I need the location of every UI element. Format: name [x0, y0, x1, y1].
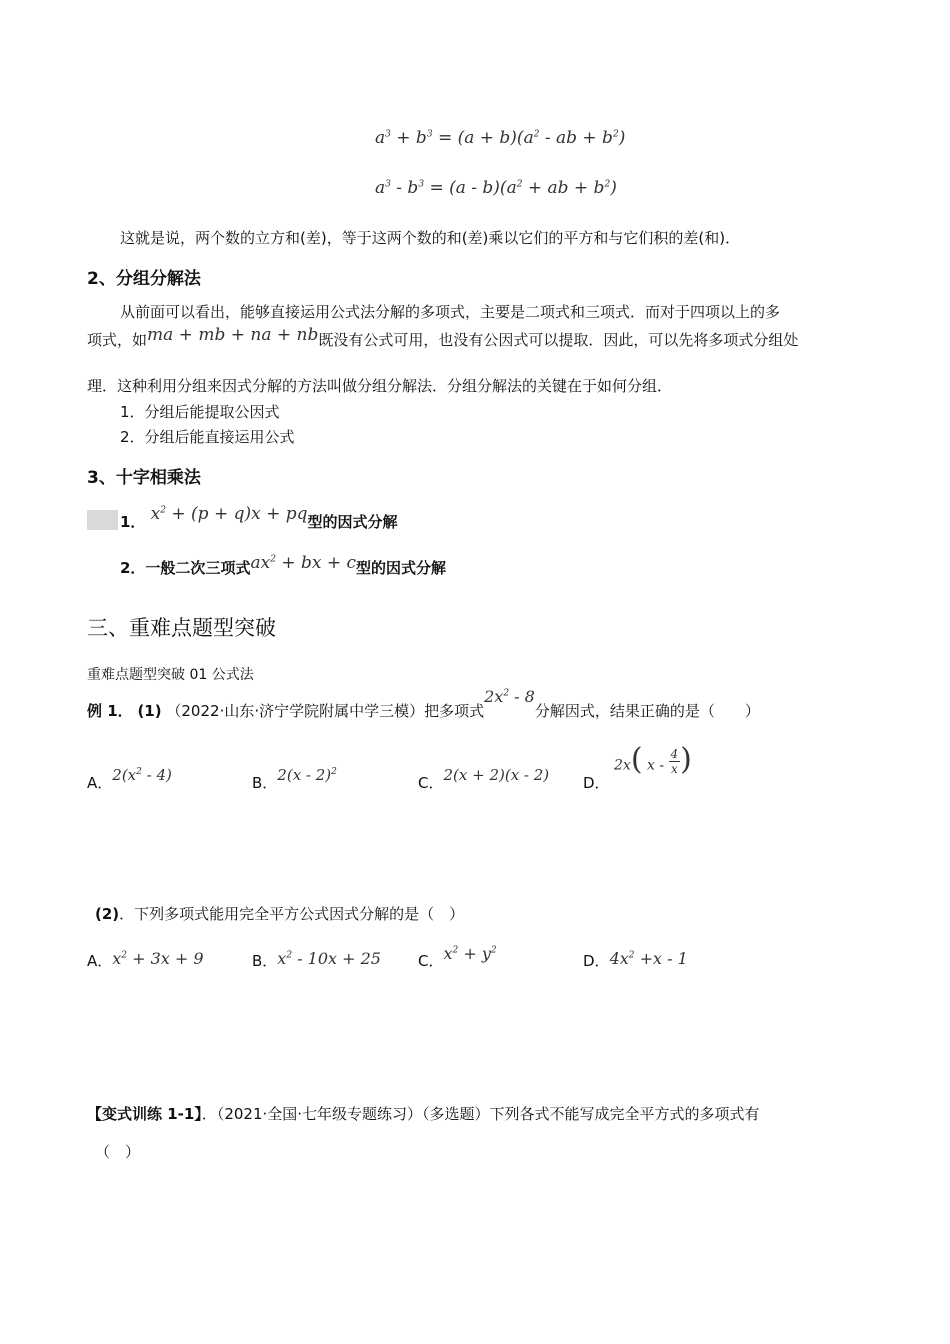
example1-part1-num: (1) — [137, 702, 162, 720]
example1-part1-text-b: 分解因式，结果正确的是（ ） — [534, 702, 760, 720]
section3-item2 — [120, 553, 447, 578]
section2-item1: 1．分组后能提取公因式 — [120, 403, 280, 421]
variant-text: ．（2021·全国·七年级专题练习）（多选题）下列各式不能写成完全平方式的多项式有 — [201, 1105, 760, 1123]
formula-cube-sum: $a^3 + b^3 = (a + b)(a^2$ - ab + $b^2$) — [375, 128, 626, 148]
example1-part1 — [87, 687, 760, 721]
example1-part2-num: (2) — [95, 905, 120, 923]
example1-part2-text: ．下列多项式能用完全平方公式因式分解的是（ ） — [119, 905, 465, 923]
option1-c-label: C． — [418, 774, 444, 792]
section2-item2: 2．分组后能直接运用公式 — [120, 428, 295, 446]
option2-d-label: D． — [583, 952, 610, 970]
option2-a-label: A． — [87, 952, 113, 970]
section2-para-line3: 理．这种利用分组来因式分解的方法叫做分组分解法．分组分解法的关键在于如何分组． — [87, 377, 673, 395]
section3-item2-text-a: 2．一般二次三项式 — [120, 559, 251, 577]
variant-line1 — [87, 1104, 760, 1124]
formula-example1: $2x^2 - 8$ — [484, 687, 535, 706]
option1-d-formula: 2x( x - $\frac{4}{x}$ ) — [614, 742, 692, 777]
section2-para-line2-b: 既没有公式可用，也没有公因式可以提取．因此，可以先将多项式分组处 — [318, 331, 799, 349]
section3-item1-text: 型的因式分解 — [307, 513, 398, 531]
formula-cube-diff: $a^3 - b^3 = (a - b)(a^2$ + ab + $b^2$) — [375, 178, 617, 198]
option1-c[interactable] — [418, 766, 550, 793]
formula-grouping-example: ma + mb + na + nb — [147, 325, 319, 345]
variant-label: 【变式训练 1-1】 — [87, 1105, 202, 1123]
option2-b[interactable] — [252, 951, 381, 971]
option1-b[interactable] — [252, 766, 337, 793]
option2-d-formula: $4x^2 +x - 1$ — [609, 949, 688, 968]
part3-heading: 三、重难点题型突破 — [87, 616, 276, 640]
option2-c[interactable] — [418, 944, 497, 971]
section3-item1-num: 1． — [120, 513, 146, 531]
section3-heading: 3、十字相乘法 — [87, 468, 201, 488]
option2-b-label: B． — [252, 952, 278, 970]
section2-heading: 2、分组分解法 — [87, 269, 201, 289]
highlight-box — [87, 510, 118, 530]
option2-b-formula: $x^2 - 10x + 25$ — [277, 949, 381, 968]
option1-d-label: D． — [583, 774, 610, 792]
formula-cross-1: $x^2 + (p + q)x$ + pq — [150, 504, 308, 524]
option2-c-formula: $x^2 + y^2$ — [443, 944, 497, 963]
example1-part1-text-a: （2022·山东·济宁学院附属中学三模）把多项式 — [166, 702, 485, 720]
option1-b-formula: 2(x - 2)$^2$ — [277, 766, 337, 784]
formula-cross-2: $ax^2$ + bx + c — [250, 553, 357, 573]
option2-a-formula: $x^2 + 3x + 9$ — [112, 949, 204, 968]
option1-b-label: B． — [252, 774, 278, 792]
part3-subheading: 重难点题型突破 01 公式法 — [87, 667, 254, 683]
variant-blank: （ ） — [95, 1143, 141, 1161]
option2-d[interactable] — [583, 951, 688, 971]
option1-d[interactable] — [583, 773, 610, 793]
option2-a[interactable] — [87, 951, 204, 971]
option1-c-formula: 2(x + 2)(x - 2) — [443, 766, 550, 784]
option1-a-formula: $2(x^2 - 4)$ — [112, 766, 172, 784]
option2-c-label: C． — [418, 952, 444, 970]
example1-part2 — [95, 904, 464, 924]
section2-para-line1: 从前面可以看出，能够直接运用公式法分解的多项式，主要是二项式和三项式．而对于四项以上的多 — [120, 303, 781, 321]
section2-para-line2-a: 项式，如 — [87, 331, 148, 349]
summary-text: 这就是说，两个数的立方和(差)，等于这两个数的和(差)乘以它们的平方和与它们积的差(和)． — [120, 229, 741, 247]
option1-a[interactable] — [87, 766, 172, 793]
section2-para-line2 — [87, 325, 799, 350]
example1-label: 例 1． — [87, 702, 133, 720]
section3-item1 — [120, 504, 398, 532]
section3-item2-text-b: 型的因式分解 — [356, 559, 447, 577]
option1-a-label: A． — [87, 774, 113, 792]
